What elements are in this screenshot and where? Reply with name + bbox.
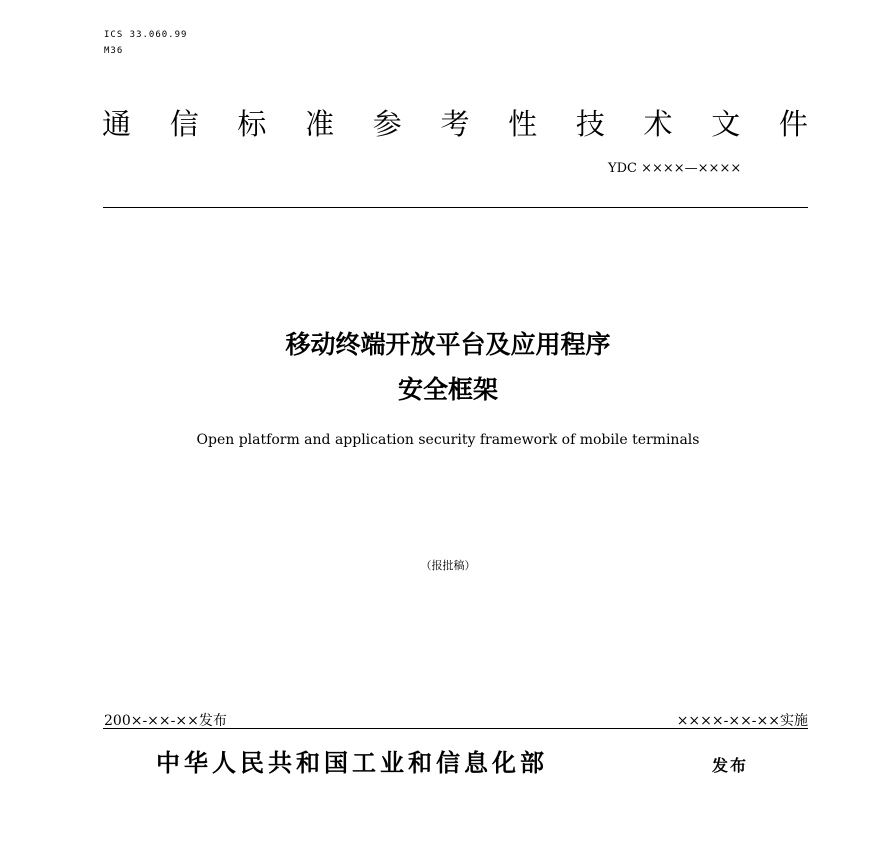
doc-type-char: 件 [778, 107, 808, 141]
title-cn-line1: 移动终端开放平台及应用程序 [285, 330, 611, 359]
doc-type-char: 参 [372, 107, 402, 141]
ics-code: ICS 33.060.99 [104, 30, 188, 40]
category-code: M36 [104, 46, 124, 56]
draft-status: （报批稿） [420, 559, 476, 572]
publish-date: 200×-××-××发布 [104, 713, 227, 729]
effective-date: ××××-××-××实施 [676, 713, 808, 729]
doc-type-char: 文 [711, 107, 741, 141]
doc-type-char: 术 [643, 107, 673, 141]
title-en: Open platform and application security framework of mobile terminals [196, 432, 700, 448]
header-divider [103, 207, 808, 208]
issuer-suffix: 发布 [712, 756, 749, 775]
doc-type-char: 考 [440, 107, 470, 141]
footer-divider [103, 728, 808, 729]
doc-type-char: 信 [169, 107, 199, 141]
doc-type-char: 技 [575, 107, 605, 141]
doc-type-char: 准 [305, 107, 335, 141]
doc-type-char: 通 [102, 107, 132, 141]
title-cn-line2: 安全框架 [397, 375, 498, 404]
issuer-name: 中华人民共和国工业和信息化部 [156, 749, 548, 777]
doc-type-char: 性 [508, 107, 538, 141]
doc-type-char: 标 [237, 107, 267, 141]
document-type-heading [102, 106, 808, 142]
document-number: YDC ××××—×××× [608, 161, 742, 176]
